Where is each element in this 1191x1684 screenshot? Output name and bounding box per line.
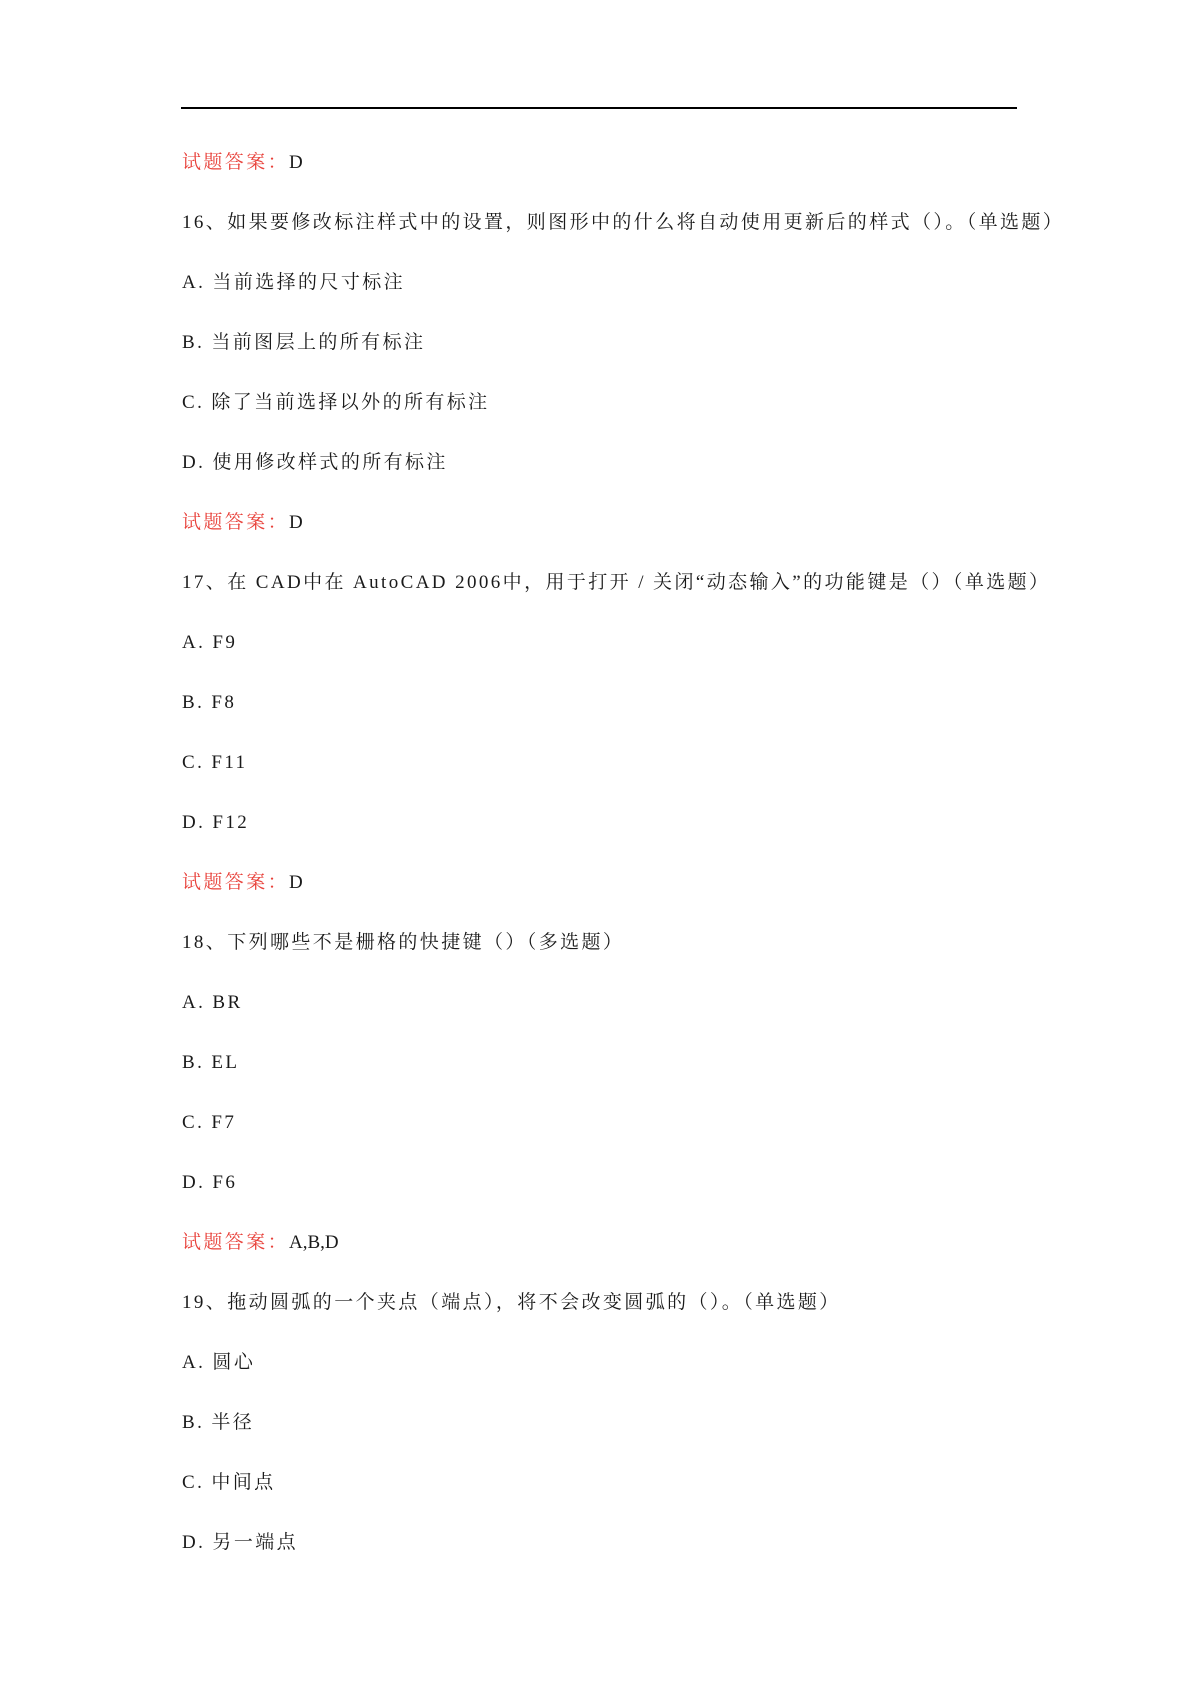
q17-option-d: D. F12 — [182, 812, 250, 833]
answer-line — [182, 866, 1042, 926]
answer-label: 试题答案： — [182, 1232, 290, 1253]
q17-option-b: B. F8 — [182, 692, 237, 713]
q19-option-d: D. 另一端点 — [182, 1532, 299, 1553]
answer-value: D — [289, 872, 303, 893]
answer-label: 试题答案： — [182, 512, 290, 533]
q19-option-c: C. 中间点 — [182, 1472, 276, 1493]
question-17: 17、在 CAD中在 AutoCAD 2006中，用于打开 / 关闭“动态输入”的功能键是（）（单选题） — [182, 572, 1051, 593]
q19-option-a: A. 圆心 — [182, 1352, 256, 1373]
header-rule — [181, 107, 1017, 109]
q16-option-d: D. 使用修改样式的所有标注 — [182, 452, 448, 473]
question-16: 16、如果要修改标注样式中的设置，则图形中的什么将自动使用更新后的样式（）。（单选题） — [182, 212, 1065, 233]
q18-option-c: C. F7 — [182, 1112, 237, 1133]
answer-value: D — [289, 152, 303, 173]
answer-line — [182, 146, 1042, 206]
answer-value: D — [289, 512, 303, 533]
q16-option-b: B. 当前图层上的所有标注 — [182, 332, 426, 353]
question-19: 19、拖动圆弧的一个夹点（端点），将不会改变圆弧的（）。（单选题） — [182, 1292, 841, 1313]
q17-option-a: A. F9 — [182, 632, 238, 653]
q16-option-c: C. 除了当前选择以外的所有标注 — [182, 392, 490, 413]
answer-value: A,B,D — [289, 1232, 339, 1253]
q17-option-c: C. F11 — [182, 752, 248, 773]
q18-option-a: A. BR — [182, 992, 243, 1013]
q18-option-b: B. EL — [182, 1052, 240, 1073]
q16-option-a: A. 当前选择的尺寸标注 — [182, 272, 406, 293]
answer-line — [182, 506, 1042, 566]
question-list — [182, 146, 1065, 1586]
answer-label: 试题答案： — [182, 872, 290, 893]
answer-line — [182, 1226, 1042, 1286]
question-18: 18、下列哪些不是栅格的快捷键（）（多选题） — [182, 932, 625, 953]
q19-option-b: B. 半径 — [182, 1412, 255, 1433]
q18-option-d: D. F6 — [182, 1172, 238, 1193]
answer-label: 试题答案： — [182, 152, 290, 173]
